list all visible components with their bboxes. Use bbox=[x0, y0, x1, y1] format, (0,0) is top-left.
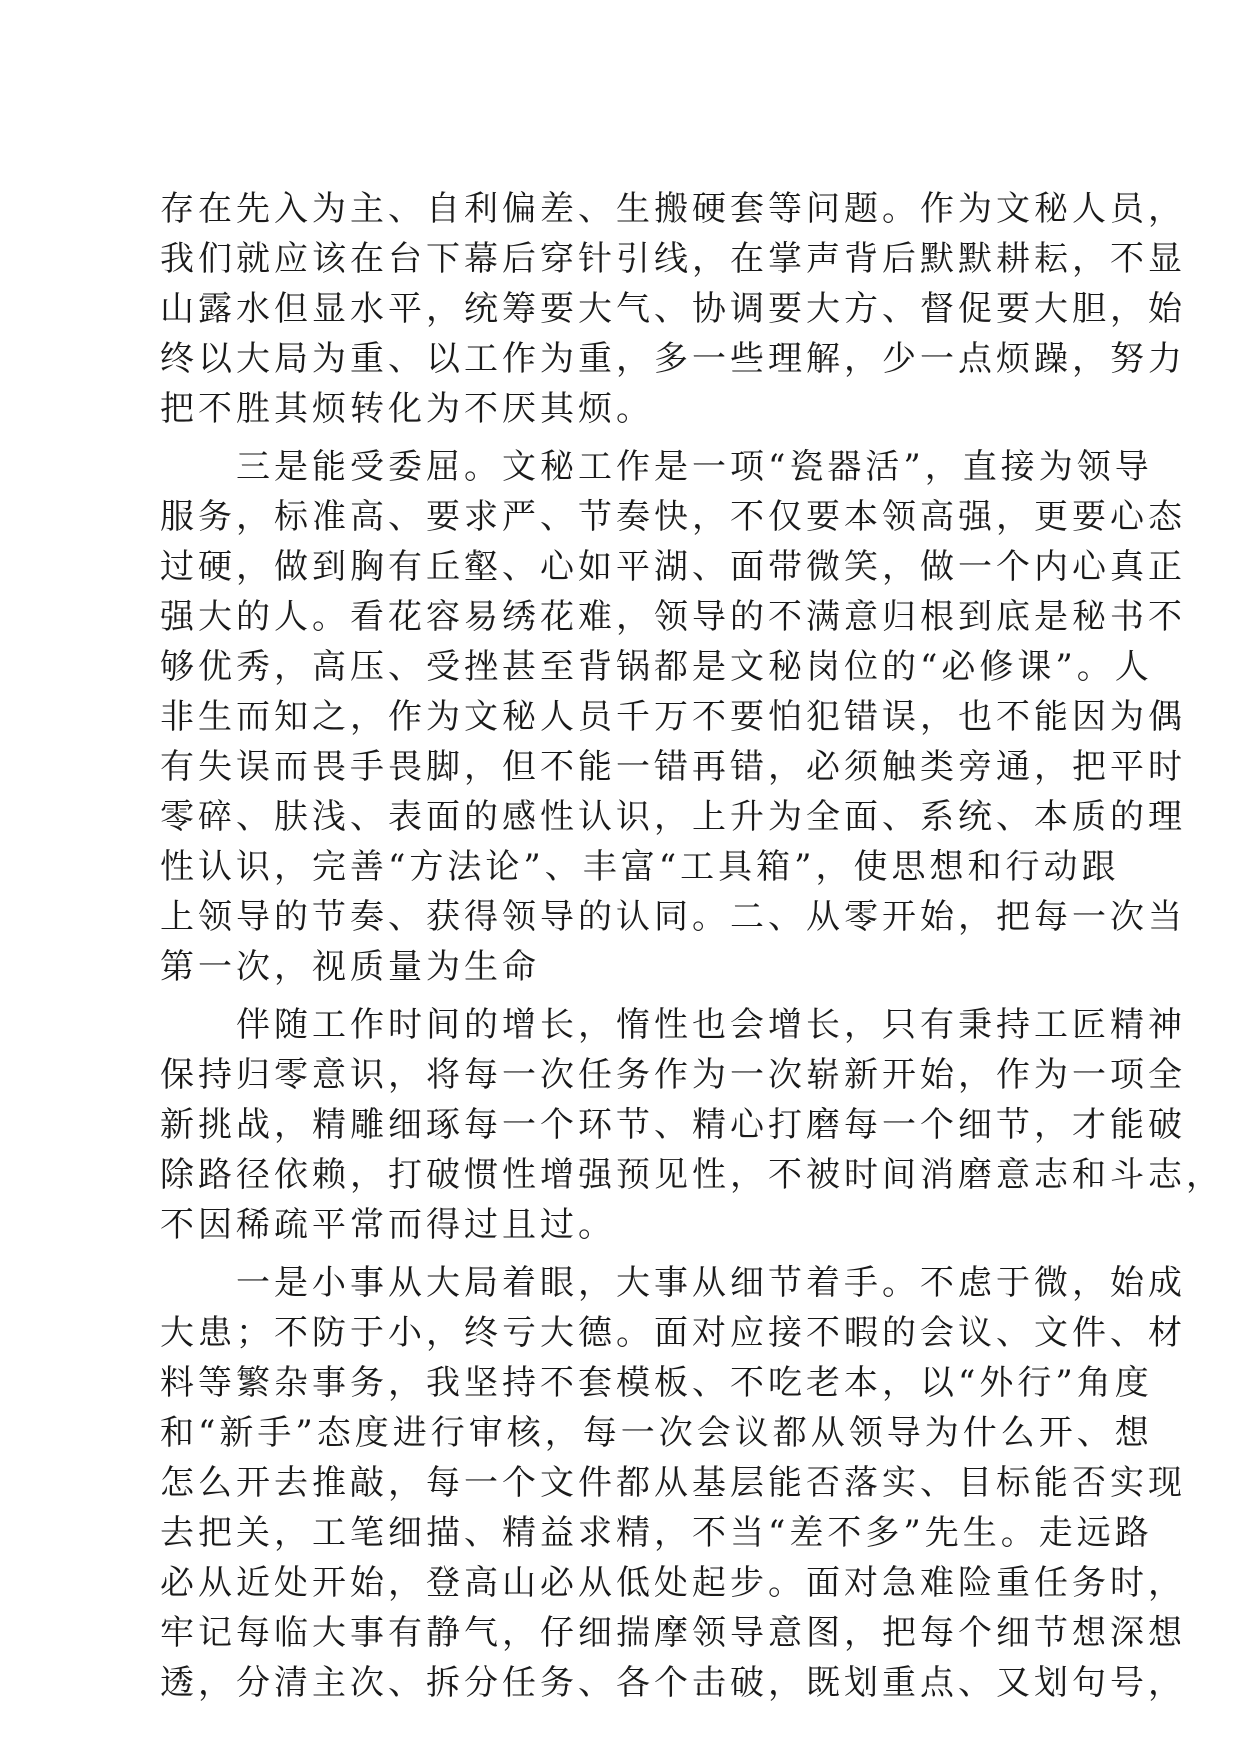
text-line: 终以大局为重、以工作为重，多一些理解，少一点烦躁，努力 bbox=[160, 339, 1186, 379]
text-line: 透，分清主次、拆分任务、各个击破，既划重点、又划句号， bbox=[160, 1663, 1186, 1703]
text-line: 一是小事从大局着眼，大事从细节着手。不虑于微，始成 bbox=[160, 1263, 1186, 1303]
document-body bbox=[160, 184, 1224, 1708]
text-line: 大患；不防于小，终亏大德。面对应接不暇的会议、文件、材 bbox=[160, 1313, 1186, 1353]
text-line: 把不胜其烦转化为不厌其烦。 bbox=[160, 389, 654, 429]
text-line: 服务，标准高、要求严、节奏快，不仅要本领高强，更要心态 bbox=[160, 497, 1186, 537]
text-line: 新挑战，精雕细琢每一个环节、精心打磨每一个细节，才能破 bbox=[160, 1105, 1186, 1145]
text-line: 山露水但显水平，统筹要大气、协调要大方、督促要大胆，始 bbox=[160, 289, 1186, 329]
text-line: 我们就应该在台下幕后穿针引线，在掌声背后默默耕耘，不显 bbox=[160, 239, 1186, 279]
text-line: 怎么开去推敲，每一个文件都从基层能否落实、目标能否实现 bbox=[160, 1463, 1186, 1503]
text-line: 牢记每临大事有静气，仔细揣摩领导意图，把每个细节想深想 bbox=[160, 1613, 1186, 1653]
text-line: 保持归零意识，将每一次任务作为一次崭新开始，作为一项全 bbox=[160, 1055, 1186, 1095]
text-line: 强大的人。看花容易绣花难，领导的不满意归根到底是秘书不 bbox=[160, 597, 1186, 637]
text-line: 够优秀，高压、受挫甚至背锅都是文秘岗位的“必修课”。人 bbox=[160, 647, 1153, 687]
text-line: 除路径依赖，打破惯性增强预见性，不被时间消磨意志和斗志， bbox=[160, 1155, 1224, 1195]
text-line: 上领导的节奏、获得领导的认同。二、从零开始，把每一次当 bbox=[160, 897, 1186, 937]
text-line: 性认识，完善“方法论”、丰富“工具箱”，使思想和行动跟 bbox=[160, 847, 1120, 887]
text-line: 三是能受委屈。文秘工作是一项“瓷器活”，直接为领导 bbox=[160, 447, 1153, 487]
text-line: 料等繁杂事务，我坚持不套模板、不吃老本，以“外行”角度 bbox=[160, 1363, 1153, 1403]
text-line: 必从近处开始，登高山必从低处起步。面对急难险重任务时， bbox=[160, 1563, 1186, 1603]
text-line: 零碎、肤浅、表面的感性认识，上升为全面、系统、本质的理 bbox=[160, 797, 1186, 837]
text-line: 伴随工作时间的增长，惰性也会增长，只有秉持工匠精神 bbox=[160, 1005, 1186, 1045]
text-line: 有失误而畏手畏脚，但不能一错再错，必须触类旁通，把平时 bbox=[160, 747, 1186, 787]
text-line: 非生而知之，作为文秘人员千万不要怕犯错误，也不能因为偶 bbox=[160, 697, 1186, 737]
text-line: 第一次，视质量为生命 bbox=[160, 947, 540, 987]
text-line: 过硬，做到胸有丘壑、心如平湖、面带微笑，做一个内心真正 bbox=[160, 547, 1186, 587]
text-line: 不因稀疏平常而得过且过。 bbox=[160, 1205, 616, 1245]
text-line: 存在先入为主、自利偏差、生搬硬套等问题。作为文秘人员， bbox=[160, 189, 1186, 229]
text-line: 和“新手”态度进行审核，每一次会议都从领导为什么开、想 bbox=[160, 1413, 1153, 1453]
text-line: 去把关，工笔细描、精益求精，不当“差不多”先生。走远路 bbox=[160, 1513, 1153, 1553]
